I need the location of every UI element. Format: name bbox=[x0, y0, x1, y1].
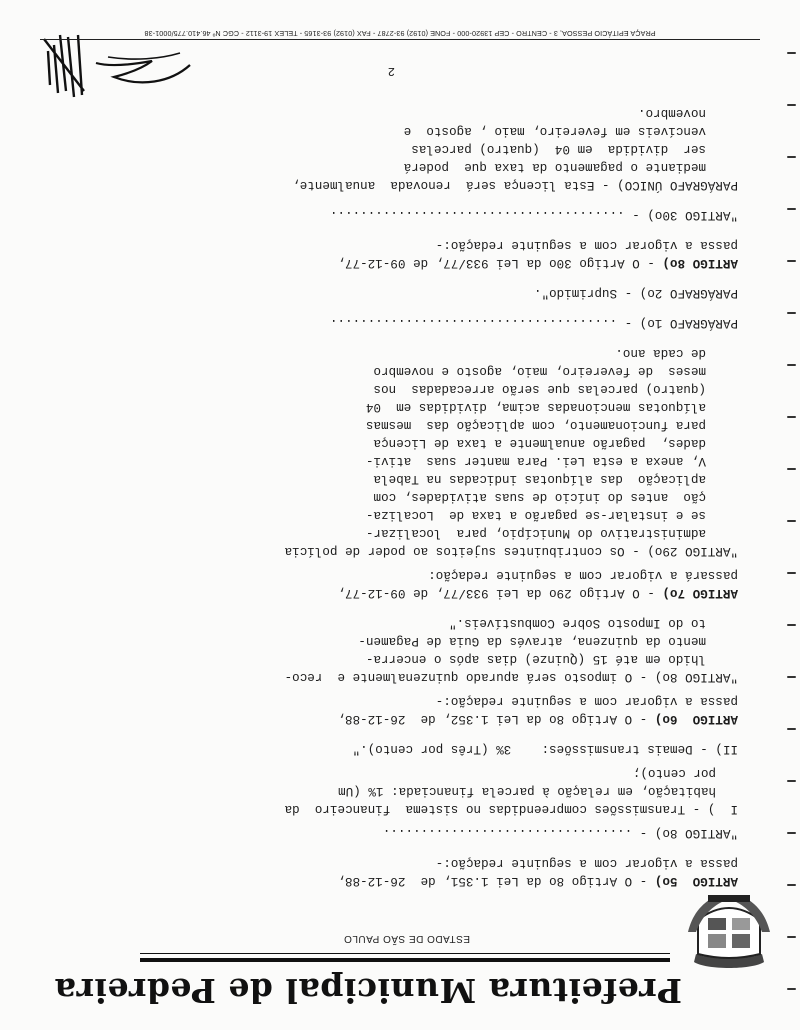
article-8b-line-1: "ARTIGO 8o) - O imposto será apurado quinzenalmente e reco- bbox=[284, 670, 738, 684]
article-5-continuation: passa a vigorar com a seguinte redação:- bbox=[435, 856, 738, 870]
paragraph-1-line: PARÁGRAFO 1o) - ...................................... bbox=[329, 316, 738, 330]
article-5-text: - O Artigo 8o da Lei 1.351, de 26-12-88, bbox=[337, 874, 648, 888]
article-8-opening: "ARTIGO 8o) - ................................. bbox=[382, 826, 738, 840]
article-7-continuation: passará a vigorar com a seguinte redação: bbox=[428, 568, 738, 582]
article-5-heading: ARTIGO 5o) bbox=[654, 874, 738, 888]
article-29-line-9: alíquotas mencionadas acima, divididas em 04 bbox=[365, 400, 706, 414]
sole-paragraph-line-4: vencíveis em fevereiro, maio , agosto e bbox=[403, 124, 706, 138]
article-29-line-3: se e instalar-se pagarão a taxa de Localiza- bbox=[365, 508, 706, 522]
sole-paragraph-line-5: novembro. bbox=[637, 106, 706, 120]
article-6-continuation: passa a vigorar com a seguinte redação:- bbox=[435, 694, 738, 708]
article-29-line-11: meses de fevereiro, maio, agosto e novembro bbox=[373, 364, 706, 378]
header-rule-thin bbox=[140, 953, 670, 954]
article-8-continuation: passa a vigorar com a seguinte redação:- bbox=[435, 238, 738, 252]
article-8-text: - O Artigo 30o da Lei 933/77, de 09-12-77, bbox=[337, 256, 655, 270]
article-6-line bbox=[88, 710, 738, 728]
article-8b-line-4: to do Imposto Sobre Combustíveis." bbox=[449, 616, 706, 630]
article-29-line-7: dades, pagarão anualmente a taxa de Licença bbox=[373, 436, 706, 450]
footer-address: PRAÇA EPITÁCIO PESSOA, 3 - CENTRO - CEP 13920-000 - FONE (0192) 93-2787 - FAX (0192) 93-3165 - TELEX 19-3112 - CGC Nº 46.410.775/0001-38 bbox=[144, 29, 656, 38]
document-body bbox=[88, 104, 738, 890]
item-i-line-3: por cento); bbox=[632, 766, 716, 780]
article-7-text: - O Artigo 29o da Lei 933/77, de 09-12-77, bbox=[337, 586, 655, 600]
article-29-line-10: (quatro) parcelas que serão arrecadadas nos bbox=[373, 382, 706, 396]
page-number: 2 bbox=[387, 64, 395, 78]
letterhead bbox=[0, 880, 800, 1030]
article-29-line-4: ção antes do início de suas atividades, com bbox=[373, 490, 706, 504]
article-6-heading: ARTIGO 6o) bbox=[654, 712, 738, 726]
article-29-line-2: administrativo do Município, para localizar- bbox=[365, 526, 706, 540]
article-29-line-6: V, anexa a esta Lei. Para manter suas ativi- bbox=[365, 454, 706, 468]
item-i-line-2: habitação, em relação à parcela financiada: 1% (Um bbox=[338, 784, 716, 798]
article-8b-line-3: mento da quinzena, através da Guia de Pagamen- bbox=[358, 634, 706, 648]
sole-paragraph-line-3: ser dividida em 04 (quatro) parcelas bbox=[411, 142, 706, 156]
item-i-line-1: I ) - Transmissões compreendidas no sistema financeiro da bbox=[284, 802, 738, 816]
article-7-line bbox=[88, 584, 738, 602]
binder-ticks bbox=[782, 10, 800, 1010]
article-8-line bbox=[88, 254, 738, 272]
article-30-opening: "ARTIGO 30o) - ....................................... bbox=[329, 208, 738, 222]
article-29-line-5: aplicação das alíquotas indicadas na Tabela bbox=[373, 472, 706, 486]
item-ii-line: II) - Demais transmissões: 3% (Três por cento)." bbox=[352, 742, 738, 756]
article-7-heading: ARTIGO 7o) bbox=[662, 586, 738, 600]
article-5-line bbox=[88, 872, 738, 890]
sole-paragraph-line-2: mediante o pagamento da taxa que poderá bbox=[403, 160, 706, 174]
article-29-line-12: de cada ano. bbox=[615, 346, 706, 360]
municipal-crest-icon bbox=[686, 890, 772, 972]
article-6-text: - O Artigo 8o da Lei 1.352, de 26-12-88, bbox=[337, 712, 648, 726]
article-29-line-8: para funcionamento, com aplicação das mesmas bbox=[365, 418, 706, 432]
article-8-heading: ARTIGO 8o) bbox=[662, 256, 738, 270]
header-rule-thick bbox=[140, 958, 670, 962]
footer-rule bbox=[40, 39, 760, 40]
sole-paragraph-line-1: PARÁGRAFO ÚNICO) - Esta licença será renovada anualmente, bbox=[292, 178, 738, 192]
article-8b-line-2: lhido em até 15 (Quinze) dias após o encerra- bbox=[365, 652, 706, 666]
state-name: ESTADO DE SÃO PAULO bbox=[343, 933, 470, 944]
article-29-line-1: "ARTIGO 29o) - Os contribuintes sujeitos ao poder de polícia bbox=[284, 544, 738, 558]
paragraph-2-line: PARÁGRAFO 2o) - Suprimido". bbox=[533, 286, 738, 300]
municipality-title: Prefeitura Municipal de Pedreira bbox=[54, 971, 682, 1010]
